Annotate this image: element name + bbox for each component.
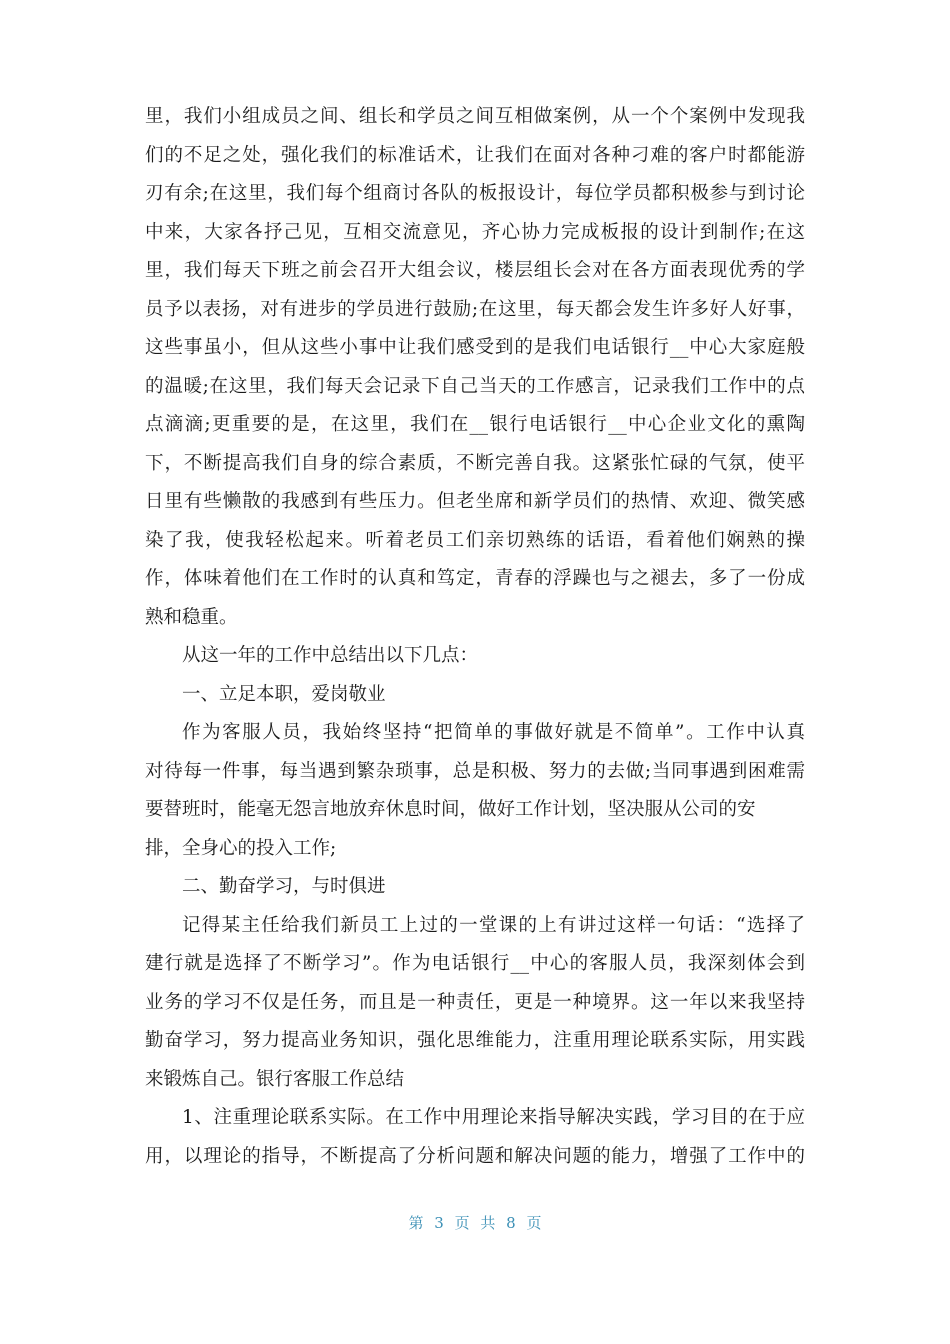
text-line: 对待每一件事，每当遇到繁杂琐事，总是积极、努力的去做;当同事遇到困难需 bbox=[145, 760, 805, 782]
page-number-footer: 第 3 页 共 8 页 bbox=[408, 1214, 542, 1232]
text-line: 记得某主任给我们新员工上过的一堂课的上有讲过这样一句话：“选择了 bbox=[182, 914, 805, 936]
text-line: 们的不足之处，强化我们的标准话术，让我们在面对各种刁难的客户时都能游 bbox=[145, 144, 805, 166]
text-line: 刃有余;在这里，我们每个组商讨各队的板报设计，每位学员都积极参与到讨论 bbox=[145, 183, 805, 204]
text-line: 员予以表扬，对有进步的学员进行鼓励;在这里，每天都会发生许多好人好事， bbox=[145, 298, 805, 320]
text-line: 来锻炼自己。银行客服工作总结 bbox=[145, 1068, 405, 1090]
text-line: 排，全身心的投入工作; bbox=[145, 837, 337, 859]
text-line: 染了我，使我轻松起来。听着老员工们亲切熟练的话语，看着他们娴熟的操 bbox=[145, 529, 805, 551]
text-line: 作为客服人员，我始终坚持“把简单的事做好就是不简单”。工作中认真 bbox=[182, 722, 805, 743]
text-line: 用，以理论的指导，不断提高了分析问题和解决问题的能力，增强了工作中的 bbox=[145, 1145, 805, 1167]
text-line: 熟和稳重。 bbox=[145, 606, 238, 628]
text-line: 作，体味着他们在工作时的认真和笃定，青春的浮躁也与之褪去，多了一份成 bbox=[145, 568, 805, 589]
text-line: 的温暖;在这里，我们每天会记录下自己当天的工作感言，记录我们工作中的点 bbox=[145, 375, 805, 397]
document-body bbox=[145, 98, 805, 1176]
text-line: 日里有些懒散的我感到有些压力。但老坐席和新学员们的热情、欢迎、微笑感 bbox=[145, 491, 805, 512]
text-line: 业务的学习不仅是任务，而且是一种责任，更是一种境界。这一年以来我坚持 bbox=[145, 991, 805, 1013]
text-line: 从这一年的工作中总结出以下几点： bbox=[182, 645, 479, 666]
text-line: 二、勤奋学习，与时俱进 bbox=[182, 876, 386, 897]
text-line: 中来，大家各抒己见，互相交流意见，齐心协力完成板报的设计到制作;在这 bbox=[145, 221, 805, 243]
text-line: 点滴滴;更重要的是，在这里，我们在__银行电话银行__中心企业文化的熏陶 bbox=[145, 414, 805, 435]
text-line: 里，我们每天下班之前会召开大组会议，楼层组长会对在各方面表现优秀的学 bbox=[145, 260, 805, 281]
text-line: 里，我们小组成员之间、组长和学员之间互相做案例，从一个个案例中发现我 bbox=[145, 106, 805, 127]
text-line: 这些事虽小，但从这些小事中让我们感受到的是我们电话银行__中心大家庭般 bbox=[145, 337, 805, 358]
text-line: 1、注重理论联系实际。在工作中用理论来指导解决实践，学习目的在于应 bbox=[182, 1107, 805, 1128]
text-line: 一、立足本职，爱岗敬业 bbox=[182, 683, 386, 705]
text-line: 下，不断提高我们自身的综合素质，不断完善自我。这紧张忙碌的气氛，使平 bbox=[145, 452, 805, 474]
text-line: 要替班时，能毫无怨言地放弃休息时间，做好工作计划，坚决服从公司的安 bbox=[145, 799, 756, 820]
text-line: 建行就是选择了不断学习”。作为电话银行__中心的客服人员，我深刻体会到 bbox=[145, 953, 805, 974]
text-line: 勤奋学习，努力提高业务知识，强化思维能力，注重用理论联系实际，用实践 bbox=[145, 1030, 805, 1051]
